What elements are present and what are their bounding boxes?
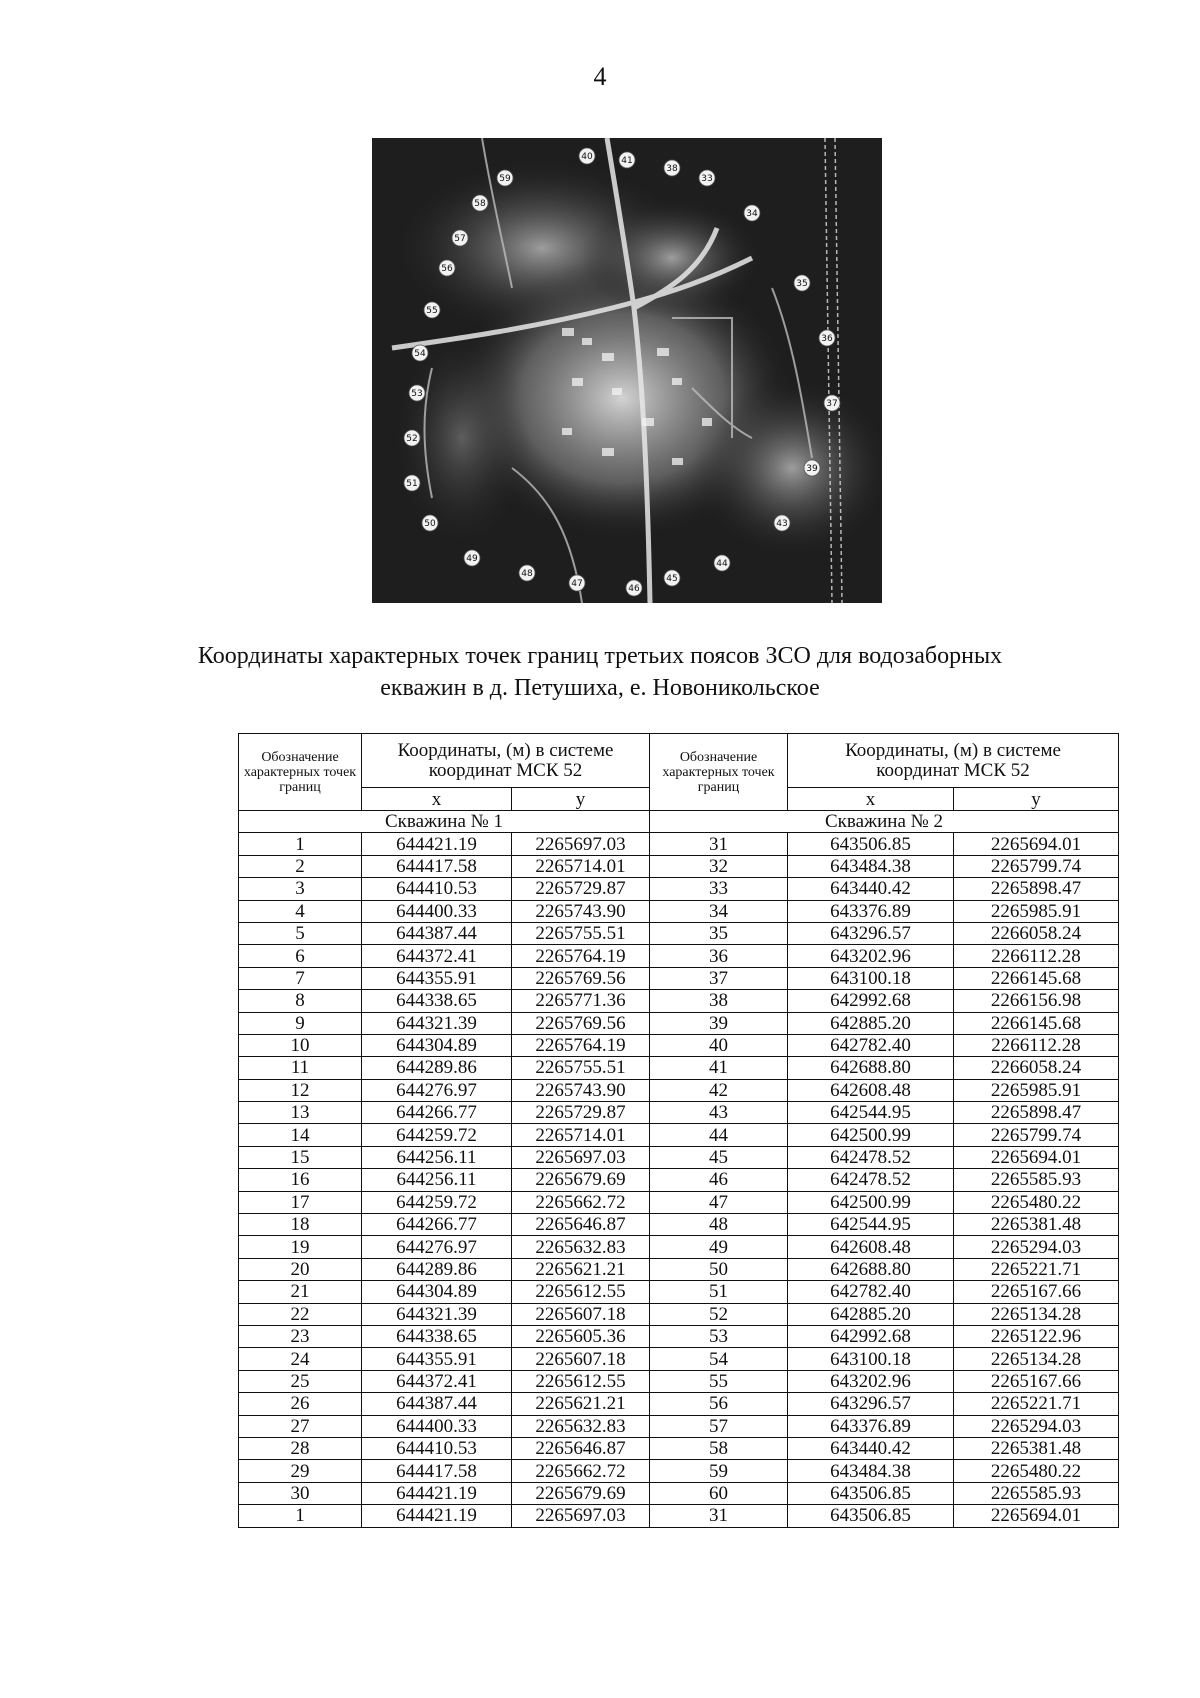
cell-point-right: 32	[650, 855, 788, 877]
cell-y-right: 2266156.98	[954, 990, 1119, 1012]
cell-x-left: 644421.19	[362, 1505, 512, 1527]
map-point-label: 40	[581, 152, 593, 162]
map-drawing	[372, 138, 882, 603]
cell-point-left: 11	[239, 1057, 362, 1079]
cell-x-left: 644256.11	[362, 1146, 512, 1168]
cell-x-left: 644400.33	[362, 900, 512, 922]
cell-x-left: 644321.39	[362, 1303, 512, 1325]
map-point-label: 48	[521, 569, 533, 579]
table-row	[239, 990, 1119, 1012]
cell-point-right: 31	[650, 1505, 788, 1527]
header-y-right: у	[954, 788, 1119, 811]
cell-x-left: 644276.97	[362, 1079, 512, 1101]
cell-point-right: 56	[650, 1393, 788, 1415]
map-point-label: 51	[406, 479, 418, 489]
map-point-label: 58	[474, 199, 486, 209]
cell-point-left: 13	[239, 1102, 362, 1124]
table-row	[239, 1482, 1119, 1504]
cell-x-left: 644289.86	[362, 1057, 512, 1079]
cell-y-left: 2265621.21	[512, 1258, 650, 1280]
cell-y-right: 2265799.74	[954, 855, 1119, 877]
cell-x-right: 642608.48	[788, 1079, 954, 1101]
cell-y-left: 2265714.01	[512, 1124, 650, 1146]
cell-y-left: 2265662.72	[512, 1191, 650, 1213]
cell-y-right: 2265694.01	[954, 1505, 1119, 1527]
cell-x-left: 644276.97	[362, 1236, 512, 1258]
cell-y-left: 2265743.90	[512, 900, 650, 922]
cell-y-left: 2265697.03	[512, 833, 650, 855]
map-point-label: 44	[716, 559, 728, 569]
cell-point-right: 46	[650, 1169, 788, 1191]
cell-point-left: 16	[239, 1169, 362, 1191]
cell-x-left: 644266.77	[362, 1102, 512, 1124]
cell-y-right: 2266112.28	[954, 1034, 1119, 1056]
cell-x-right: 642782.40	[788, 1034, 954, 1056]
cell-y-right: 2265799.74	[954, 1124, 1119, 1146]
cell-x-left: 644304.89	[362, 1034, 512, 1056]
cell-x-right: 642688.80	[788, 1057, 954, 1079]
cell-x-right: 643100.18	[788, 1348, 954, 1370]
coordinates-table	[238, 733, 1119, 1528]
cell-point-right: 39	[650, 1012, 788, 1034]
cell-point-right: 31	[650, 833, 788, 855]
cell-x-left: 644338.65	[362, 990, 512, 1012]
cell-y-left: 2265632.83	[512, 1236, 650, 1258]
table-row	[239, 1146, 1119, 1168]
cell-point-right: 41	[650, 1057, 788, 1079]
cell-point-right: 52	[650, 1303, 788, 1325]
map-point-label: 35	[796, 279, 808, 289]
cell-y-left: 2265729.87	[512, 1102, 650, 1124]
cell-point-right: 58	[650, 1437, 788, 1459]
cell-x-right: 642478.52	[788, 1169, 954, 1191]
cell-y-left: 2265607.18	[512, 1303, 650, 1325]
cell-point-right: 60	[650, 1482, 788, 1504]
cell-y-right: 2265898.47	[954, 1102, 1119, 1124]
table-row	[239, 833, 1119, 855]
cell-y-left: 2265612.55	[512, 1370, 650, 1392]
cell-x-left: 644338.65	[362, 1325, 512, 1347]
cell-y-left: 2265632.83	[512, 1415, 650, 1437]
cell-x-left: 644321.39	[362, 1012, 512, 1034]
cell-x-left: 644304.89	[362, 1281, 512, 1303]
cell-y-right: 2265381.48	[954, 1214, 1119, 1236]
cell-y-left: 2265755.51	[512, 922, 650, 944]
table-row	[239, 1214, 1119, 1236]
map-point-label: 45	[666, 574, 678, 584]
map-point-label: 52	[406, 434, 418, 444]
cell-y-right: 2265480.22	[954, 1460, 1119, 1482]
cell-y-right: 2265381.48	[954, 1437, 1119, 1459]
table-row	[239, 1505, 1119, 1527]
cell-y-left: 2265612.55	[512, 1281, 650, 1303]
cell-y-right: 2265985.91	[954, 1079, 1119, 1101]
map-point-label: 36	[821, 334, 833, 344]
table-row	[239, 1124, 1119, 1146]
cell-point-right: 47	[650, 1191, 788, 1213]
cell-x-right: 642544.95	[788, 1214, 954, 1236]
cell-x-right: 642782.40	[788, 1281, 954, 1303]
cell-x-right: 643296.57	[788, 922, 954, 944]
table-row	[239, 1169, 1119, 1191]
cell-point-left: 12	[239, 1079, 362, 1101]
table-row	[239, 1370, 1119, 1392]
cell-y-right: 2265122.96	[954, 1325, 1119, 1347]
cell-x-right: 643202.96	[788, 1370, 954, 1392]
cell-y-right: 2266145.68	[954, 967, 1119, 989]
cell-y-left: 2265764.19	[512, 1034, 650, 1056]
table-row	[239, 855, 1119, 877]
header-x-left: х	[362, 788, 512, 811]
cell-y-left: 2265679.69	[512, 1169, 650, 1191]
table-row	[239, 1415, 1119, 1437]
cell-x-left: 644372.41	[362, 945, 512, 967]
cell-point-left: 23	[239, 1325, 362, 1347]
cell-point-right: 57	[650, 1415, 788, 1437]
cell-x-right: 642885.20	[788, 1303, 954, 1325]
cell-point-right: 45	[650, 1146, 788, 1168]
cell-x-left: 644259.72	[362, 1191, 512, 1213]
table-row	[239, 967, 1119, 989]
cell-y-right: 2265134.28	[954, 1303, 1119, 1325]
cell-point-left: 7	[239, 967, 362, 989]
cell-point-right: 37	[650, 967, 788, 989]
cell-x-right: 643484.38	[788, 855, 954, 877]
cell-point-left: 20	[239, 1258, 362, 1280]
table-row	[239, 1325, 1119, 1347]
cell-x-right: 643296.57	[788, 1393, 954, 1415]
cell-point-left: 24	[239, 1348, 362, 1370]
cell-point-left: 14	[239, 1124, 362, 1146]
cell-x-left: 644372.41	[362, 1370, 512, 1392]
cell-y-right: 2265294.03	[954, 1236, 1119, 1258]
table-row	[239, 1281, 1119, 1303]
cell-x-right: 643506.85	[788, 833, 954, 855]
table-row	[239, 1303, 1119, 1325]
cell-point-left: 5	[239, 922, 362, 944]
cell-y-right: 2265694.01	[954, 833, 1119, 855]
cell-point-right: 49	[650, 1236, 788, 1258]
cell-y-left: 2265755.51	[512, 1057, 650, 1079]
header-point-left: Обозначение характерных точек границ	[239, 734, 362, 811]
cell-point-right: 59	[650, 1460, 788, 1482]
map-point-label: 55	[426, 306, 438, 316]
cell-point-left: 29	[239, 1460, 362, 1482]
section-well-2: Скважина № 2	[650, 811, 1119, 833]
satellite-map	[372, 138, 882, 603]
table-row	[239, 1057, 1119, 1079]
cell-point-left: 8	[239, 990, 362, 1012]
cell-y-left: 2265621.21	[512, 1393, 650, 1415]
table-row	[239, 1393, 1119, 1415]
cell-x-right: 642500.99	[788, 1124, 954, 1146]
cell-point-left: 9	[239, 1012, 362, 1034]
cell-x-right: 643484.38	[788, 1460, 954, 1482]
cell-x-right: 643100.18	[788, 967, 954, 989]
cell-point-right: 34	[650, 900, 788, 922]
cell-x-left: 644410.53	[362, 1437, 512, 1459]
cell-point-left: 3	[239, 878, 362, 900]
cell-point-left: 17	[239, 1191, 362, 1213]
document-heading	[100, 640, 1100, 704]
cell-x-right: 643440.42	[788, 878, 954, 900]
cell-x-right: 642688.80	[788, 1258, 954, 1280]
table-row	[239, 878, 1119, 900]
cell-y-right: 2265221.71	[954, 1258, 1119, 1280]
cell-x-left: 644355.91	[362, 967, 512, 989]
cell-x-left: 644289.86	[362, 1258, 512, 1280]
cell-x-right: 642885.20	[788, 1012, 954, 1034]
cell-x-left: 644421.19	[362, 833, 512, 855]
cell-x-left: 644266.77	[362, 1214, 512, 1236]
header-coords-left: Координаты, (м) в системе координат МСК 52	[362, 734, 650, 788]
cell-x-right: 642500.99	[788, 1191, 954, 1213]
heading-line-1: Координаты характерных точек границ третьих поясов ЗСО для водозаборных	[197, 643, 1003, 669]
cell-y-left: 2265646.87	[512, 1437, 650, 1459]
cell-x-right: 642992.68	[788, 1325, 954, 1347]
cell-y-right: 2265694.01	[954, 1146, 1119, 1168]
cell-x-right: 642478.52	[788, 1146, 954, 1168]
cell-point-right: 50	[650, 1258, 788, 1280]
cell-y-left: 2265697.03	[512, 1146, 650, 1168]
cell-point-left: 4	[239, 900, 362, 922]
cell-x-right: 642608.48	[788, 1236, 954, 1258]
cell-point-right: 35	[650, 922, 788, 944]
map-point-label: 37	[826, 399, 838, 409]
cell-y-left: 2265769.56	[512, 967, 650, 989]
cell-y-left: 2265607.18	[512, 1348, 650, 1370]
cell-y-right: 2265221.71	[954, 1393, 1119, 1415]
cell-y-right: 2265167.66	[954, 1281, 1119, 1303]
cell-point-right: 48	[650, 1214, 788, 1236]
table-row	[239, 1460, 1119, 1482]
table-row	[239, 1258, 1119, 1280]
table-row	[239, 945, 1119, 967]
cell-point-right: 43	[650, 1102, 788, 1124]
map-point-label: 57	[454, 234, 466, 244]
cell-y-right: 2265167.66	[954, 1370, 1119, 1392]
cell-y-left: 2265697.03	[512, 1505, 650, 1527]
cell-y-left: 2265714.01	[512, 855, 650, 877]
cell-y-right: 2265294.03	[954, 1415, 1119, 1437]
cell-x-left: 644387.44	[362, 922, 512, 944]
header-coords-right: Координаты, (м) в системе координат МСК 52	[788, 734, 1119, 788]
map-point-label: 56	[441, 264, 453, 274]
map-point-label: 47	[571, 579, 583, 589]
table-row	[239, 1348, 1119, 1370]
cell-x-right: 642544.95	[788, 1102, 954, 1124]
map-point-label: 38	[666, 164, 678, 174]
cell-x-right: 643376.89	[788, 1415, 954, 1437]
cell-point-left: 15	[239, 1146, 362, 1168]
cell-y-right: 2265898.47	[954, 878, 1119, 900]
cell-y-left: 2265679.69	[512, 1482, 650, 1504]
cell-x-left: 644256.11	[362, 1169, 512, 1191]
map-point-label: 46	[628, 584, 640, 594]
cell-point-left: 27	[239, 1415, 362, 1437]
header-x-right: х	[788, 788, 954, 811]
header-row-1	[239, 734, 1119, 788]
cell-point-left: 19	[239, 1236, 362, 1258]
cell-point-left: 1	[239, 833, 362, 855]
cell-y-right: 2266058.24	[954, 1057, 1119, 1079]
table-row	[239, 1236, 1119, 1258]
cell-y-left: 2265769.56	[512, 1012, 650, 1034]
cell-y-left: 2265662.72	[512, 1460, 650, 1482]
cell-x-right: 643376.89	[788, 900, 954, 922]
cell-point-right: 44	[650, 1124, 788, 1146]
cell-y-right: 2265585.93	[954, 1482, 1119, 1504]
cell-x-left: 644417.58	[362, 855, 512, 877]
cell-y-left: 2265743.90	[512, 1079, 650, 1101]
map-point-label: 43	[776, 519, 788, 529]
table-row	[239, 1079, 1119, 1101]
table-row	[239, 1012, 1119, 1034]
table-row	[239, 1191, 1119, 1213]
cell-y-right: 2266058.24	[954, 922, 1119, 944]
cell-point-right: 38	[650, 990, 788, 1012]
cell-x-right: 643440.42	[788, 1437, 954, 1459]
table-row	[239, 1034, 1119, 1056]
cell-point-left: 22	[239, 1303, 362, 1325]
header-point-right: Обозначение характерных точек границ	[650, 734, 788, 811]
map-point-label: 59	[499, 174, 511, 184]
table-row	[239, 1102, 1119, 1124]
cell-point-left: 1	[239, 1505, 362, 1527]
map-point-label: 54	[414, 349, 426, 359]
table-row	[239, 1437, 1119, 1459]
cell-point-left: 6	[239, 945, 362, 967]
cell-x-left: 644400.33	[362, 1415, 512, 1437]
cell-point-left: 25	[239, 1370, 362, 1392]
cell-x-left: 644355.91	[362, 1348, 512, 1370]
cell-x-right: 643202.96	[788, 945, 954, 967]
cell-y-right: 2265480.22	[954, 1191, 1119, 1213]
cell-point-right: 54	[650, 1348, 788, 1370]
map-point-label: 53	[411, 389, 423, 399]
cell-point-right: 55	[650, 1370, 788, 1392]
cell-x-right: 643506.85	[788, 1482, 954, 1504]
cell-y-right: 2265585.93	[954, 1169, 1119, 1191]
cell-y-left: 2265771.36	[512, 990, 650, 1012]
cell-point-right: 53	[650, 1325, 788, 1347]
cell-y-right: 2265985.91	[954, 900, 1119, 922]
table-row	[239, 922, 1119, 944]
cell-point-right: 36	[650, 945, 788, 967]
cell-x-right: 643506.85	[788, 1505, 954, 1527]
cell-y-left: 2265729.87	[512, 878, 650, 900]
section-well-1: Скважина № 1	[239, 811, 650, 833]
map-point-label: 34	[746, 209, 758, 219]
cell-x-left: 644259.72	[362, 1124, 512, 1146]
cell-point-left: 18	[239, 1214, 362, 1236]
cell-point-left: 21	[239, 1281, 362, 1303]
page-number: 4	[593, 62, 607, 91]
map-point-label: 39	[806, 464, 818, 474]
map-point-label: 49	[466, 554, 478, 564]
table-row	[239, 900, 1119, 922]
cell-point-left: 28	[239, 1437, 362, 1459]
cell-y-right: 2266112.28	[954, 945, 1119, 967]
cell-x-left: 644410.53	[362, 878, 512, 900]
map-point-label: 41	[621, 156, 633, 166]
cell-point-left: 26	[239, 1393, 362, 1415]
header-y-left: у	[512, 788, 650, 811]
cell-point-right: 40	[650, 1034, 788, 1056]
cell-x-left: 644387.44	[362, 1393, 512, 1415]
cell-point-left: 10	[239, 1034, 362, 1056]
cell-point-right: 51	[650, 1281, 788, 1303]
section-row	[239, 811, 1119, 833]
cell-x-right: 642992.68	[788, 990, 954, 1012]
cell-y-left: 2265605.36	[512, 1325, 650, 1347]
cell-y-right: 2265134.28	[954, 1348, 1119, 1370]
cell-x-left: 644417.58	[362, 1460, 512, 1482]
cell-y-left: 2265646.87	[512, 1214, 650, 1236]
cell-point-right: 33	[650, 878, 788, 900]
heading-line-2: екважин в д. Петушиха, е. Новоникольское	[380, 675, 820, 701]
cell-point-left: 30	[239, 1482, 362, 1504]
cell-y-left: 2265764.19	[512, 945, 650, 967]
map-point-label: 50	[424, 519, 436, 529]
cell-x-left: 644421.19	[362, 1482, 512, 1504]
cell-y-right: 2266145.68	[954, 1012, 1119, 1034]
cell-point-right: 42	[650, 1079, 788, 1101]
cell-point-left: 2	[239, 855, 362, 877]
map-point-label: 33	[701, 174, 713, 184]
